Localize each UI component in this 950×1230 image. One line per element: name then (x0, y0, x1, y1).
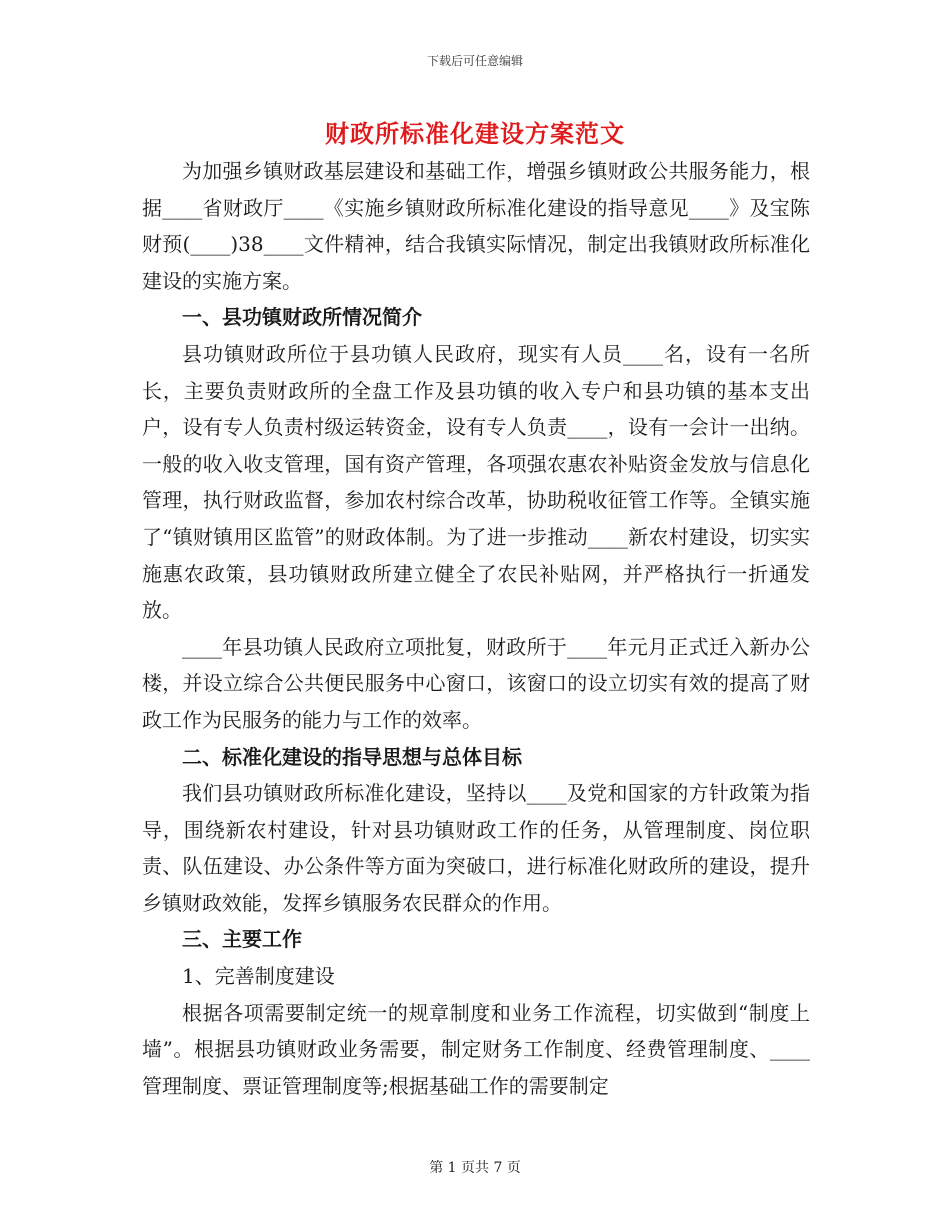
section-heading-2: 二、标准化建设的指导思想与总体目标 (182, 744, 522, 769)
document-title: 财政所标准化建设方案范文 (325, 119, 625, 148)
paragraph-office-move: ____年县功镇人民政府立项批复，财政所于____年元月正式迁入新办公楼，并设立综合公共便民服务中心窗口，该窗口的设立切实有效的提高了财政工作为民服务的能力与工作的效率。 (142, 634, 810, 732)
paragraph-overview: 县功镇财政所位于县功镇人民政府，现实有人员____名，设有一名所长，主要负责财政所的全盘工作及县功镇的收入专户和县功镇的基本支出户，设有专人负责村级运转资金，设有专人负责____，设有一会计一出纳。一般的收入收支管理，国有资产管理，各项强农惠农补贴资金发放与信息化管理，执行财政监督，参加农村综合改革，协助税收征管工作等。全镇实施了“镇财镇用区监管”的财政体制。为了进一步推动____新农村建设，切实实施惠农政策，县功镇财政所建立健全了农民补贴网，并严格执行一折通发放。 (142, 341, 810, 623)
paragraph-system-building: 根据各项需要制定统一的规章制度和业务工作流程，切实做到“制度上墙”。根据县功镇财政业务需要，制定财务工作制度、经费管理制度、____管理制度、票证管理制度等;根据基础工作的需要制定 (142, 1000, 810, 1098)
paragraph-guiding-principle: 我们县功镇财政所标准化建设，坚持以____及党和国家的方针政策为指导，围绕新农村建设，针对县功镇财政工作的任务，从管理制度、岗位职责、队伍建设、办公条件等方面为突破口，进行标准化财政所的建设，提升乡镇财政效能，发挥乡镇服务农民群众的作用。 (142, 781, 810, 915)
header-note: 下载后可任意编辑 (426, 54, 523, 68)
subsection-heading-1: 1、完善制度建设 (182, 964, 335, 989)
document-body (142, 153, 810, 1104)
page-footer: 第 1 页共 7 页 (429, 1160, 521, 1176)
section-heading-3: 三、主要工作 (182, 927, 302, 952)
section-heading-1: 一、县功镇财政所情况简介 (182, 305, 422, 330)
paragraph-intro: 为加强乡镇财政基层建设和基础工作，增强乡镇财政公共服务能力，根据____省财政厅____《实施乡镇财政所标准化建设的指导意见____》及宝陈财预(____)38____文件精神，结合我镇实际情况，制定出我镇财政所标准化建设的实施方案。 (142, 159, 810, 293)
